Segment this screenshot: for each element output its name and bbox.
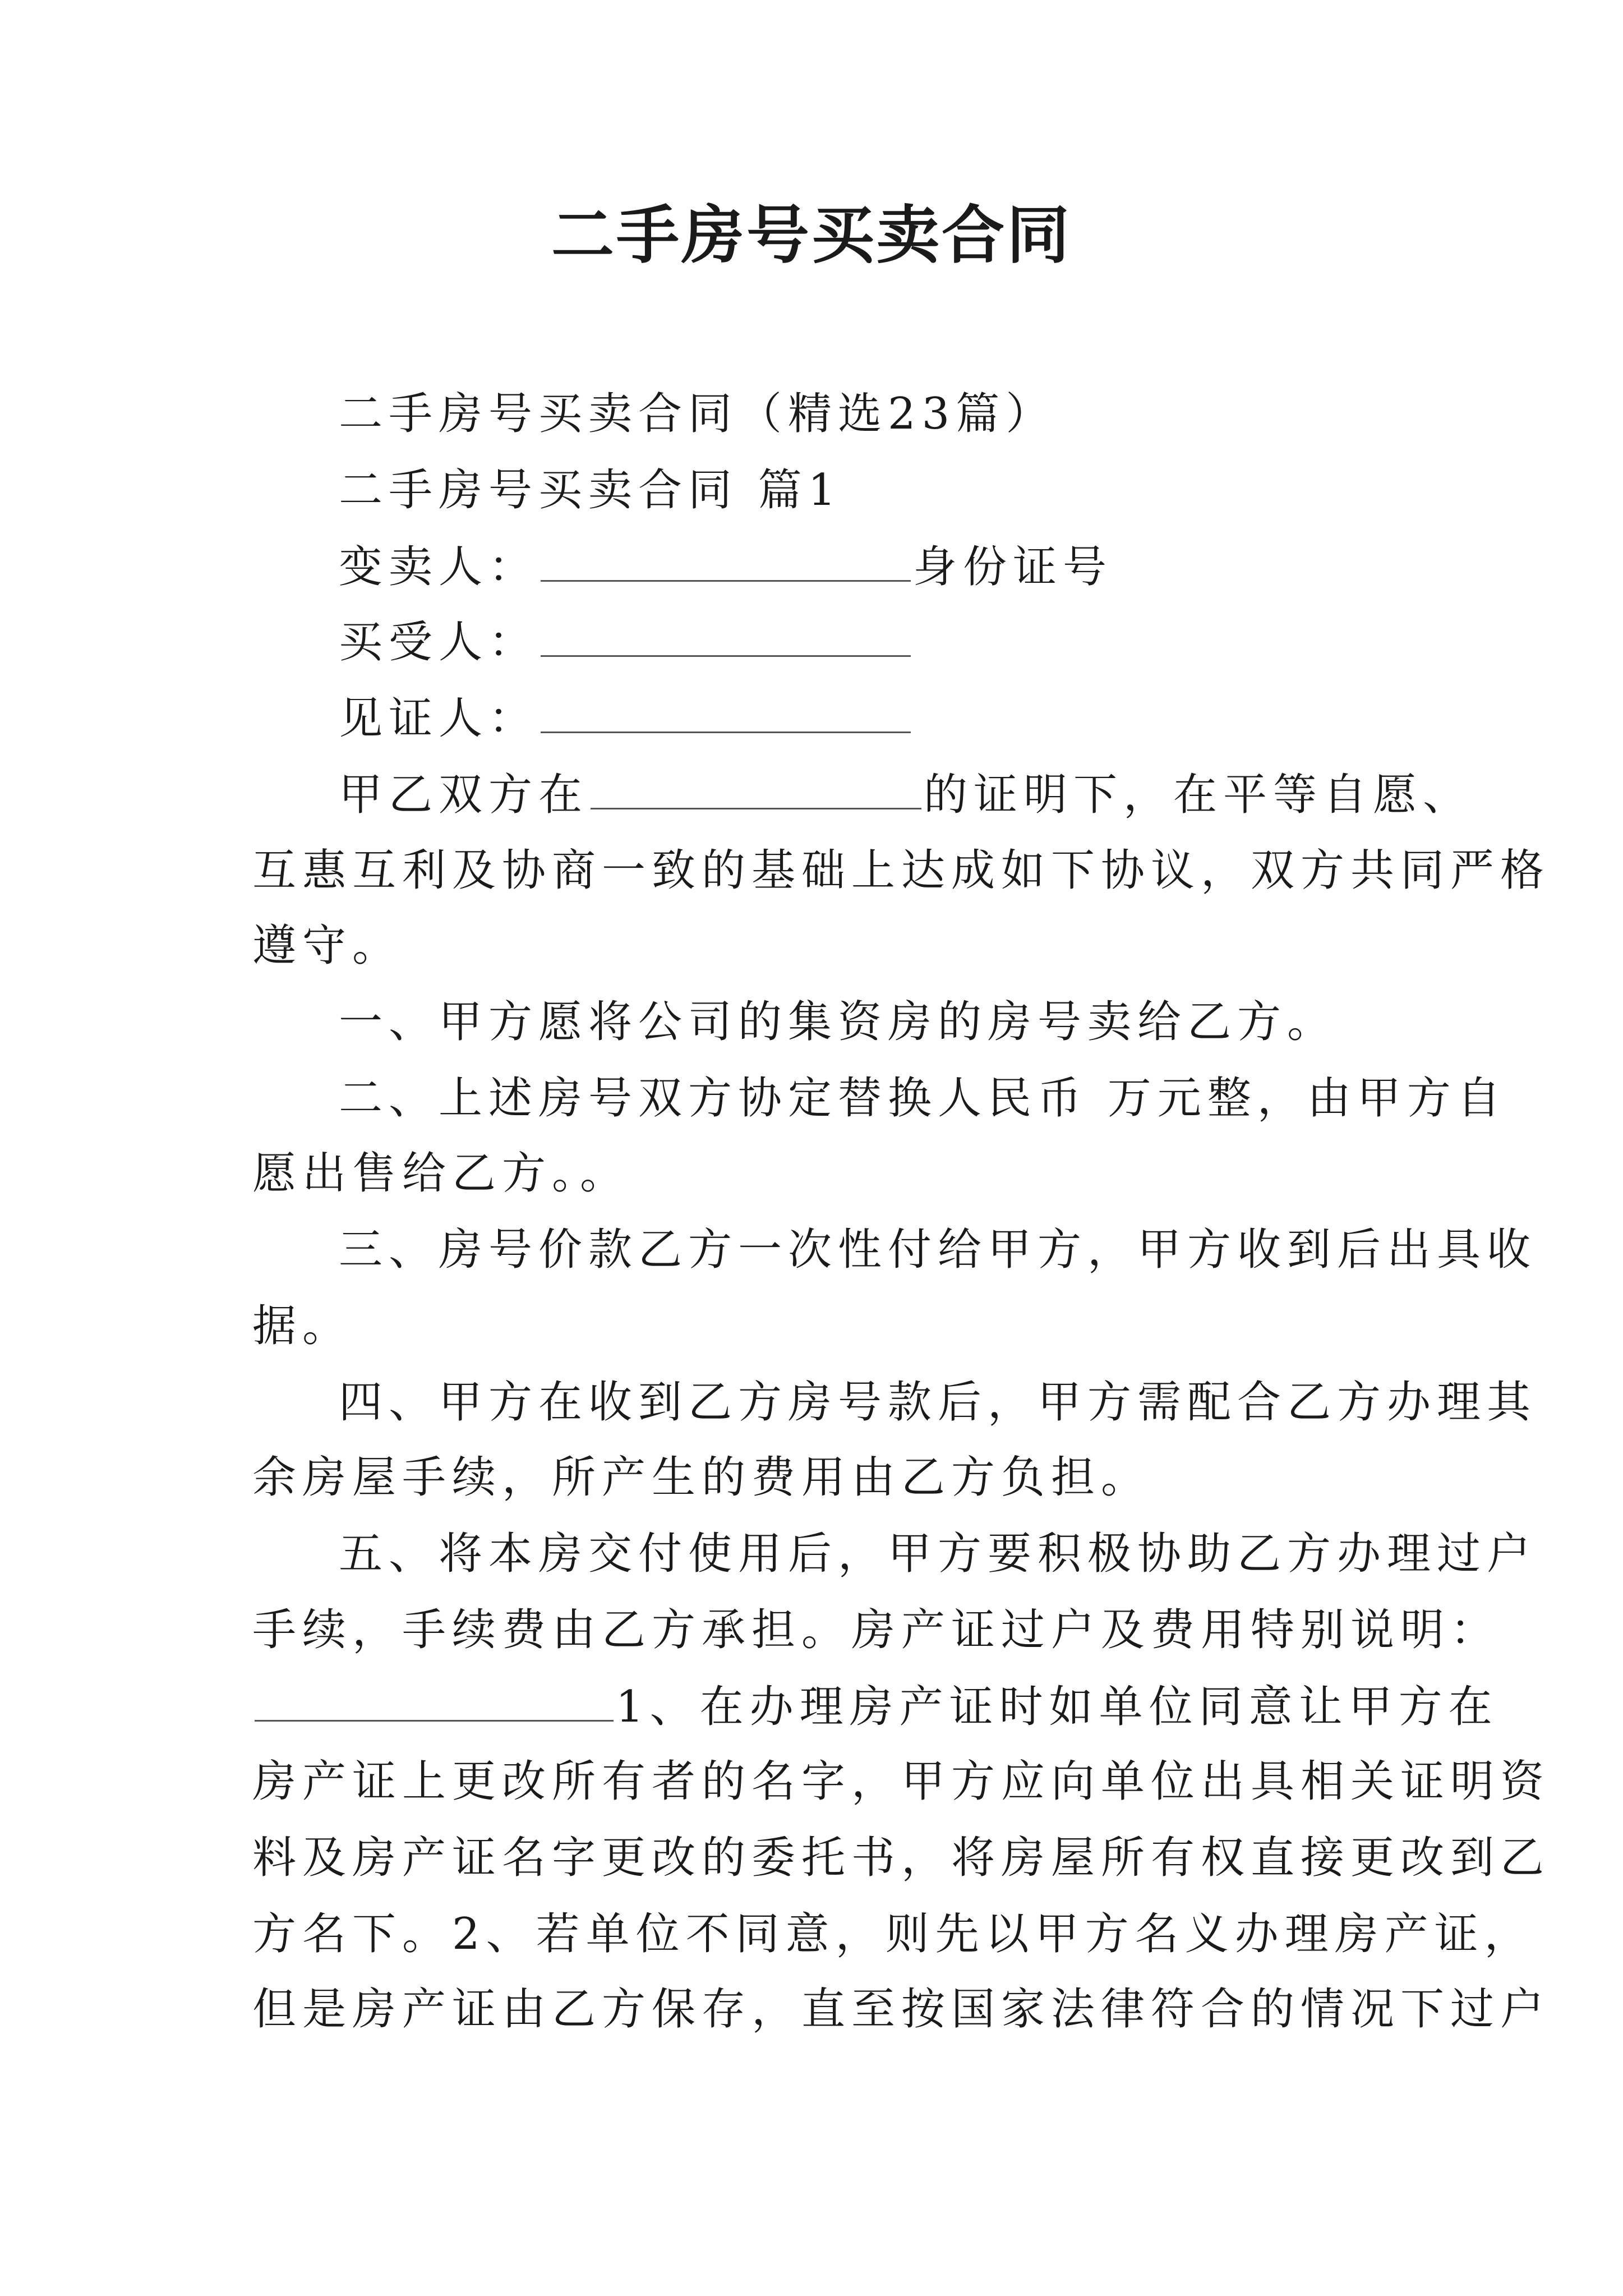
- witness-label: 见证人：: [339, 693, 539, 744]
- clause-5-line-2: 手续，手续费由乙方承担。房产证过户及费用特别说明：: [252, 1605, 1501, 1655]
- witness-line: [339, 692, 1399, 744]
- seller-id-label: 身份证号: [913, 542, 1113, 592]
- seller-line: [339, 541, 1399, 593]
- clause-1: 一、甲方愿将公司的集资房的房号卖给乙方。: [339, 997, 1338, 1047]
- seller-label: 变卖人：: [339, 542, 539, 592]
- clause-2-line-2: 愿出售给乙方。。: [252, 1148, 630, 1199]
- clause-4-line-2: 余房屋手续，所产生的费用由乙方负担。: [252, 1452, 1151, 1503]
- clause-5-line-5: 料及房产证名字更改的委托书，将房屋所有权直接更改到乙: [252, 1833, 1551, 1883]
- buyer-blank: [541, 616, 911, 657]
- intro-suffix: 的证明下，在平等自愿、: [924, 770, 1473, 820]
- clause-2-line-1: 二、上述房号双方协定替换人民币 万元整，由甲方自: [339, 1073, 1507, 1124]
- document-title: 二手房号买卖合同: [551, 199, 1072, 272]
- intro-line-2: 互惠互利及协商一致的基础上达成如下协议，双方共同严格: [252, 845, 1551, 896]
- witness-blank: [541, 692, 911, 733]
- clause-5-line-7: 但是房产证由乙方保存，直至按国家法律符合的情况下过户: [252, 1984, 1551, 2035]
- intro-blank: [591, 769, 921, 809]
- clause-4-line-1: 四、甲方在收到乙方房号款后，甲方需配合乙方办理其: [339, 1377, 1537, 1428]
- clause-5-line-3-text: 1、在办理房产证时如单位同意让甲方在: [616, 1682, 1498, 1732]
- special-note-blank: [255, 1681, 614, 1722]
- clause-3-line-1: 三、房号价款乙方一次性付给甲方，甲方收到后出具收: [339, 1225, 1537, 1275]
- buyer-label: 买受人：: [339, 617, 539, 668]
- buyer-line: [339, 616, 1399, 668]
- clause-5-line-3: [252, 1681, 1498, 1733]
- clause-3-line-2: 据。: [252, 1301, 353, 1351]
- section-heading: 二手房号买卖合同 篇1: [339, 465, 842, 516]
- document-subtitle: 二手房号买卖合同（精选23篇）: [339, 389, 1056, 439]
- seller-blank: [541, 541, 911, 582]
- intro-prefix: 甲乙双方在: [339, 770, 589, 820]
- clause-5-line-4: 房产证上更改所有者的名字，甲方应向单位出具相关证明资: [252, 1756, 1551, 1807]
- intro-line-3: 遵守。: [252, 921, 403, 971]
- clause-5-line-6: 方名下。2、若单位不同意，则先以甲方名义办理房产证，: [252, 1909, 1534, 1959]
- intro-line-1: [339, 769, 1473, 821]
- clause-5-line-1: 五、将本房交付使用后，甲方要积极协助乙方办理过户: [339, 1529, 1537, 1579]
